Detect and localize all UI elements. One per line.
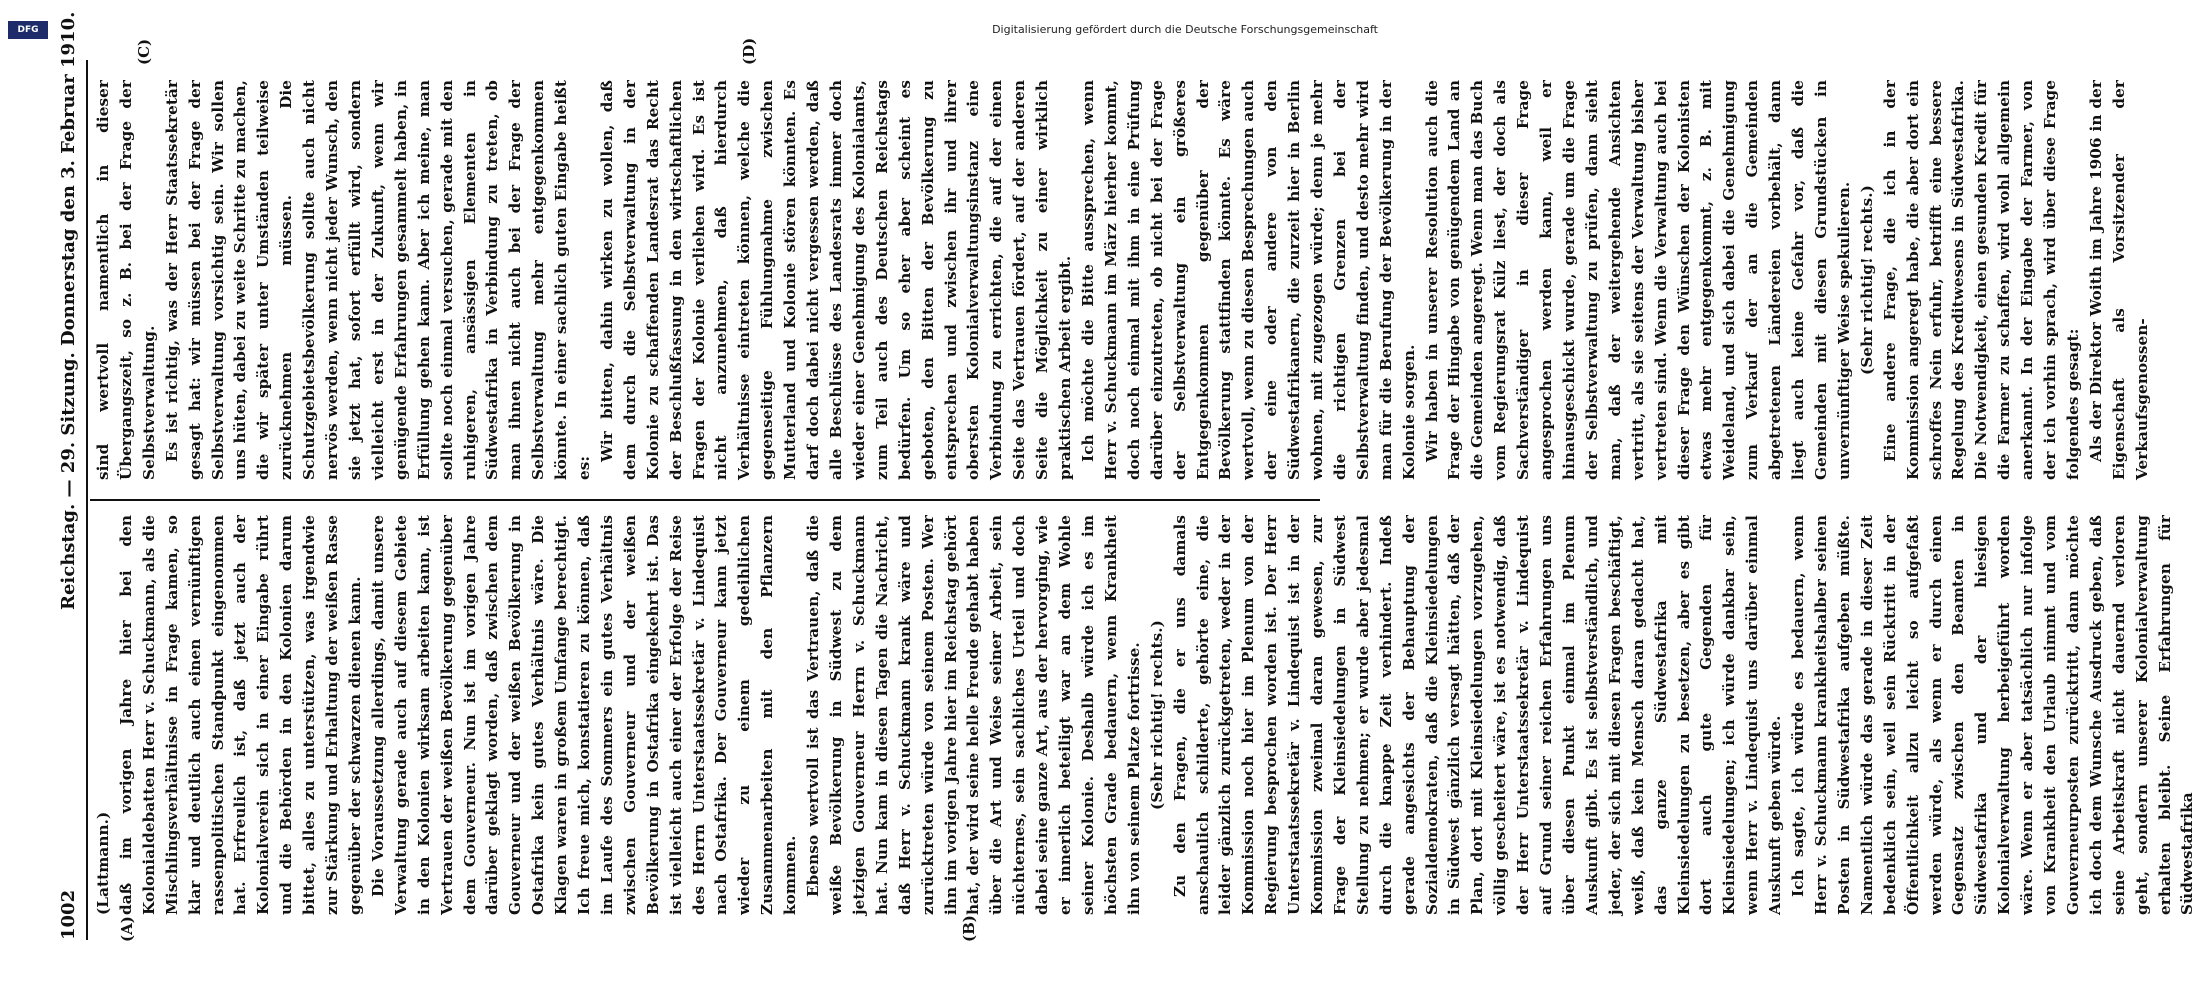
interjection: (Sehr richtig! rechts.) bbox=[1857, 185, 1876, 375]
paragraph: daß im vorigen Jahre hier bei den Kolonialdebatten Herr v. Schuckmann, als die Mischlingsverhältnisse in Frage kamen, so klar und deutlich auch einen vernünftigen rassenpolitischen Standpunkt eingenommen hat. Erfreulich ist, daß jetzt auch der Kolonialverein sich in einer Eingabe rührt und die Behörden in den Kolonien darum bittet, alles zu unterstützen, was irgendwie zur Stärkung und Erhaltung der weißen Rasse gegenüber der schwarzen dienen kann. bbox=[116, 514, 364, 915]
header-rule bbox=[86, 60, 88, 940]
running-title: Reichstag. — 29. Sitzung. Donnerstag den 3. Februar 1910. bbox=[58, 11, 79, 610]
margin-marker-d: (D) bbox=[740, 37, 758, 65]
paragraph: Ebenso wertvoll ist das Vertrauen, daß die weiße Bevölkerung in Südwest zu dem jetzigen Gouverneur Herrn v. Schuckmann hat. Nun kam in diesen Tagen die Nachricht, daß Herr v. Schuckmann krank wäre und zurücktreten würde von seinem Posten. Wer ihn im vorigen Jahre hier im Reichstag gehört hat, der wird seine helle Freude gehabt haben über die Art und Weise seiner Arbeit, sein nüchternes, sein sachliches Urteil und doch dabei seine ganze Art, aus der hervorging, wie er innerlich beteiligt war an dem Wohle seiner Kolonie. Deshalb würde ich es im höchsten Grade bedauern, wenn Krankheit ihn von seinem Platze fortrisse. bbox=[804, 515, 1143, 915]
paragraph: Wir haben in unserer Resolution auch die Frage der Hingabe von genügendem Land an die Gemeinden angeregt. Wenn man das Buch vom Regierungsrat Külz liest, der doch als Sachverständiger in dieser Frage angesprochen werden kann, weil er hinausgeschickt wurde, gerade um die Frage der Selbstverwaltung zu prüfen, dann sieht man, daß der weitergehende Ansichten vertritt, als sie seitens der Verwaltung bisher vertreten sind. Wenn die Verwaltung auch bei dieser Frage den Wünschen der Kolonisten etwas mehr entgegenkommt, z. B. mit Weideland, und sich dabei die Genehmigung zum Verkauf der an die Gemeinden abgetretenen Ländereien vorbehält, dann liegt auch keine Gefahr vor, daß die Gemeinden mit diesen Grundstücken in unvernünftiger Weise spekulieren. bbox=[1422, 80, 1853, 480]
quoted-petition: Wir bitten, dahin wirken zu wollen, daß dem durch die Selbstverwaltung in der Kolonie zu schaffenden Landesrat das Recht der Beschlußfassung in den wirtschaftlichen Fragen der Kolonie verliehen wird. Es ist nicht anzunehmen, daß hierdurch Verhältnisse eintreten können, welche die gegenseitige Fühlungnahme zwischen Mutterland und Kolonie stören könnten. Es darf doch dabei nicht vergessen werden, daß alle Beschlüsse des Landesrats immer doch wieder einer Genehmigung des Kolonialamts, zum Teil auch des Deutschen Reichstags bedürfen. Um so eher aber scheint es geboten, den Bitten der Bevölkerung zu entsprechen und zwischen ihr und ihrer obersten Kolonialverwaltungsinstanz eine Verbindung zu errichten, die auf der einen Seite das Vertrauen fördert, auf der anderen Seite die Möglichkeit zu einer wirklich praktischen Arbeit ergibt. bbox=[597, 80, 1075, 480]
paragraph: Eine andere Frage, die ich in der Kommission angeregt habe, die aber dort ein schroffes Nein erfuhr, betrifft eine bessere Regelung des Kreditwesens in Südwestafrika. Die Notwendigkeit, einen gesunden Kredit für die Farmer zu schaffen, wird wohl allgemein anerkannt. In der Eingabe der Farmer, von der ich vorhin sprach, wird über diese Frage folgendes gesagt: bbox=[1880, 80, 2082, 480]
margin-marker-a: (A) bbox=[118, 916, 136, 942]
quoted-petition: Als der Direktor Woith im Jahre 1906 in der Eigenschaft als Vorsitzender der Verkaufsgenossen- bbox=[2086, 80, 2151, 480]
digitization-note bbox=[8, 20, 1378, 40]
right-column bbox=[92, 80, 2151, 480]
page-header bbox=[58, 11, 84, 940]
column-divider bbox=[90, 499, 1320, 501]
paragraph: Zu den Fragen, die er uns damals anschaulich schilderte, gehörte eine, die leider gänzlich zurückgetreten, weder in der Kommission noch hier im Plenum von der Regierung besprochen worden ist. Der Herr Unterstaatssekretär v. Lindequist ist in der Kommission zweimal daran gewesen, zur Frage der Kleinsiedelungen in Südwest Stellung zu nehmen; er wurde aber jedesmal durch die knappe Zeit verhindert. Indeß gerade angesichts der Behauptung der Sozialdemokraten, daß die Kleinsiedelungen in Südwest gänzlich versagt hätten, daß der Plan, dort mit Kleinsiedelungen vorzugehen, völlig gescheitert wäre, ist es notwendig, daß der Herr Unterstaatssekretär v. Lindequist auf Grund seiner reichen Erfahrungen uns über diesen Punkt einmal im Plenum Auskunft gibt. Es ist selbstverständlich, und jeder, der sich mit diesen Fragen beschäftigt, weiß, daß kein Mensch daran gedacht hat, das ganze Südwestafrika mit Kleinsiedelungen zu besetzen, aber es gibt dort auch gute Gegenden für Kleinsiedelungen; ich würde dankbar sein, wenn Herr v. Lindequist uns darüber einmal Auskunft geben würde. bbox=[1170, 515, 1785, 915]
left-column bbox=[92, 514, 2197, 915]
speaker-label: (Lattmann.) bbox=[94, 811, 112, 915]
digitization-note-text: Digitalisierung gefördert durch die Deutsche Forschungsgemeinschaft bbox=[992, 23, 1378, 36]
dfg-logo-icon: DFG bbox=[8, 21, 48, 39]
paragraph: Die Voraussetzung allerdings, damit unsere Verwaltung gerade auch auf diesem Gebiete in den Kolonien wirksam arbeiten kann, ist Vertrauen der weißen Bevölkerung gegenüber dem Gouverneur. Nun ist im vorigen Jahre darüber geklagt worden, daß zwischen dem Gouverneur und der weißen Bevölkerung in Ostafrika kein gutes Verhältnis wäre. Die Klagen waren in großem Umfange berechtigt. Ich freue mich, konstatieren zu können, daß im Laufe des Sommers ein gutes Verhältnis zwischen Gouverneur und der weißen Bevölkerung in Ostafrika eingekehrt ist. Das ist vielleicht auch einer der Erfolge der Reise des Herrn Unterstaatssekretär v. Lindequist nach Ostafrika. Der Gouverneur kann jetzt wieder zu einem gedeihlichen Zusammenarbeiten mit den Pflanzern kommen. bbox=[368, 515, 800, 915]
paragraph: sind wertvoll namentlich in dieser Übergangszeit, so z. B. bei der Frage der Selbstverwaltung. bbox=[94, 80, 158, 480]
paragraph: Ich sagte, ich würde es bedauern, wenn Herr v. Schuckmann krankheitshalber seinen Posten in Südwestafrika aufgeben müßte. Namentlich würde das gerade in dieser Zeit bedenklich sein, weil sein Rücktritt in der Öffentlichkeit allzu leicht so aufgefaßt werden würde, als wenn er durch einen Gegensatz zwischen den Beamten in Südwestafrika und der hiesigen Kolonialverwaltung herbeigeführt worden wäre. Wenn er aber tatsächlich nur infolge von Krankheit den Urlaub nimmt und vom Gouverneurposten zurücktritt, dann möchte ich doch dem Wunsche Ausdruck geben, daß seine Arbeitskraft nicht dauernd verloren geht, sondern unserer Kolonialverwaltung erhalten bleibt. Seine Erfahrungen für Südwestafrika bbox=[1789, 515, 2197, 915]
page-number: 1002 bbox=[58, 889, 79, 940]
margin-marker-b: (B) bbox=[960, 915, 978, 942]
paragraph: Es ist richtig, was der Herr Staatssekretär gesagt hat: wir müssen bei der Frage der Selbstverwaltung vorsichtig sein. Wir sollen uns hüten, dabei zu weite Schritte zu machen, die wir später unter Umständen teilweise zurücknehmen müssen. Die Schutzgebietsbevölkerung sollte auch nicht nervös werden, wenn nicht jeder Wunsch, den sie jetzt hat, sofort erfüllt wird, sondern vielleicht erst in der Zukunft, wenn wir genügende Erfahrungen gesammelt haben, in Erfüllung gehen kann. Aber ich meine, man sollte noch einmal versuchen, gerade mit den ruhigeren, ansässigen Elementen in Südwestafrika in Verbindung zu treten, ob man ihnen nicht auch bei der Frage der Selbstverwaltung mehr entgegenkommen könnte. In einer sachlich guten Eingabe heißt es: bbox=[162, 80, 594, 480]
interjection: (Sehr richtig! rechts.) bbox=[1147, 620, 1166, 810]
margin-marker-c: (C) bbox=[135, 38, 153, 65]
paragraph: Ich möchte die Bitte aussprechen, wenn Herr v. Schuckmann im März hierher kommt, doch noch einmal mit ihm in eine Prüfung darüber einzutreten, ob nicht bei der Frage der Selbstverwaltung ein größeres Entgegenkommen gegenüber der Bevölkerung stattfinden könnte. Es wäre wertvoll, wenn zu diesen Besprechungen auch der eine oder andere von den Südwestafrikanern, die zurzeit hier in Berlin wohnen, mit zugezogen würde; denn je mehr die richtigen Grenzen bei der Selbstverwaltung finden, und desto mehr wird man für die Berufung der Bevölkerung in der Kolonie sorgen. bbox=[1078, 80, 1418, 480]
